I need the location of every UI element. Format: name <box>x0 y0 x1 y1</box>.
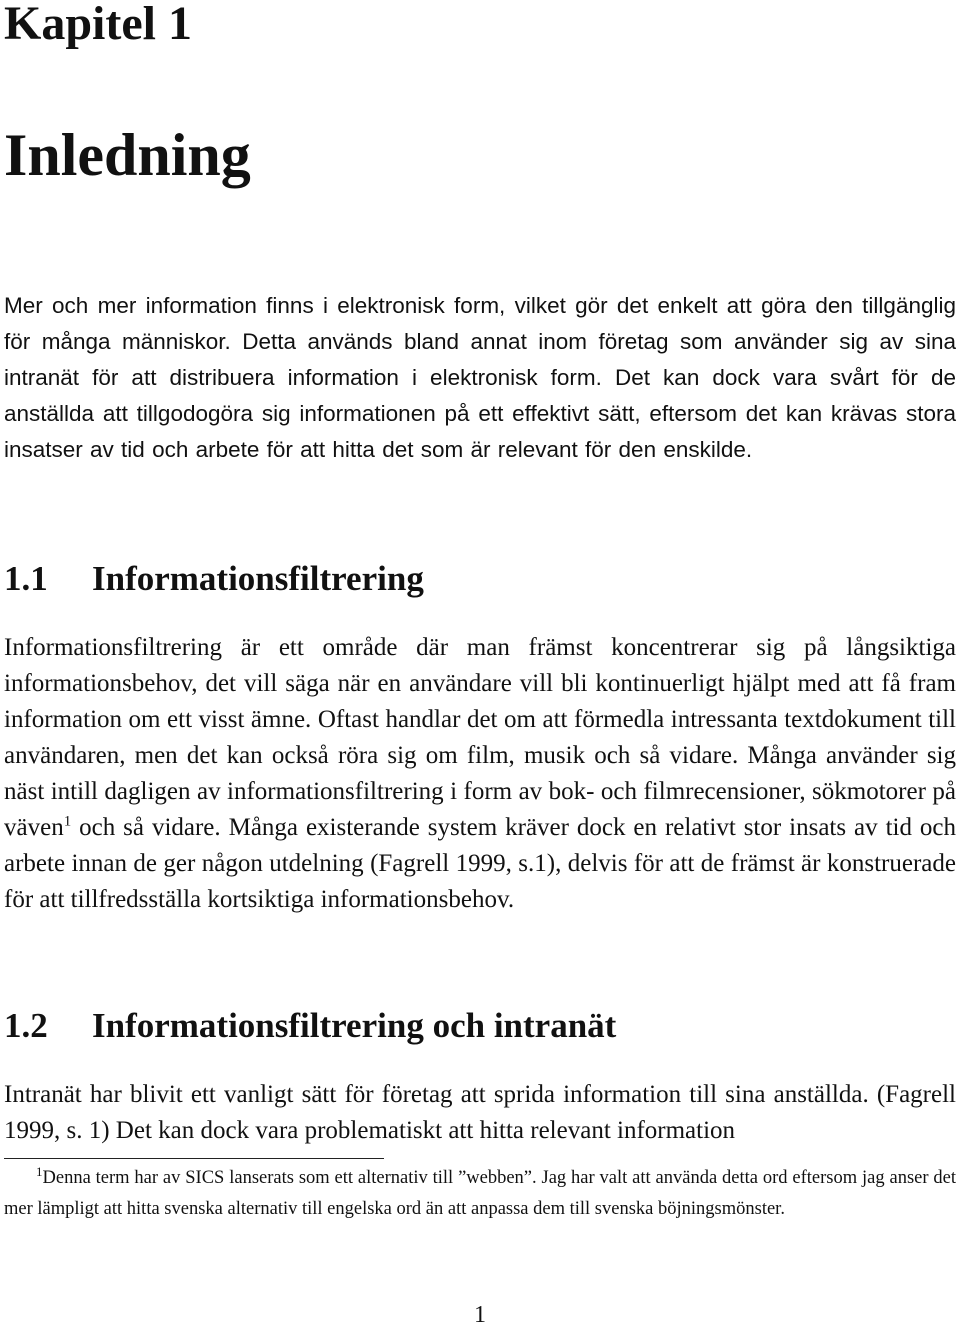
section-number: 1.1 <box>4 559 48 598</box>
section-heading-informationsfiltrering <box>4 557 424 601</box>
footnote-mark: 1 <box>36 1163 43 1179</box>
footnote-divider <box>4 1158 384 1159</box>
section-title: Informationsfiltrering <box>92 559 424 598</box>
section-paragraph <box>4 630 956 918</box>
section-paragraph: Intranät har blivit ett vanligt sätt för företag att sprida information till sina anställda. (Fagrell 1999, s. 1) Det kan dock vara problematiskt att hitta relevant information <box>4 1081 956 1144</box>
chapter-title: Inledning <box>4 122 251 188</box>
intro-paragraph: Mer och mer information finns i elektronisk form, vilket gör det enkelt att göra den tillgänglig för många människor. Detta används bland annat inom företag som använder sig av sina intranät för att distribuera information i elektronisk form. Det kan dock vara svårt för de anställda att tillgodogöra sig informationen på ett effektivt sätt, eftersom det kan krävas stora insatser av tid och arbete för att hitta det som är relevant för den enskilde. <box>4 293 956 462</box>
section-paragraph-text: Informationsfiltrering är ett område där man främst koncentrerar sig på långsiktiga informationsbehov, det vill säga när en användare vill bli kontinuerligt hjälpt med att få fram information om ett visst ämne. Oftast handlar det om att förmedla intressanta textdokument till användaren, men det kan också röra sig om film, musik och så vidare. Många använder sig näst intill dagligen av informationsfiltrering i form av bok- och filmrecensioner, sökmotorer på väven <box>4 634 956 841</box>
chapter-label: Kapitel 1 <box>4 0 192 50</box>
document-page <box>4 0 956 1333</box>
footnote <box>4 1163 956 1225</box>
section-heading-informationsfiltrering-och-intranat <box>4 1004 616 1048</box>
section-paragraph-text-continued: och så vidare. Många existerande system kräver dock en relativt stor insats av tid och arbete innan de ger någon utdelning (Fagrell 1999, s.1), delvis för att de främst är konstruerade för att tillfredsställa kortsiktiga informationsbehov. <box>4 814 956 913</box>
section-number: 1.2 <box>4 1006 48 1045</box>
page-number: 1 <box>474 1302 486 1328</box>
section-title: Informationsfiltrering och intranät <box>92 1006 617 1045</box>
footnote-text: Denna term har av SICS lanserats som ett alternativ till ”webben”. Jag har valt att använda detta ord eftersom jag anser det mer lämpligt att hitta svenska alternativ till engelska ord än att anpassa dem till svenska böjningsmönster. <box>4 1168 956 1219</box>
footnote-reference[interactable]: 1 <box>63 813 72 830</box>
